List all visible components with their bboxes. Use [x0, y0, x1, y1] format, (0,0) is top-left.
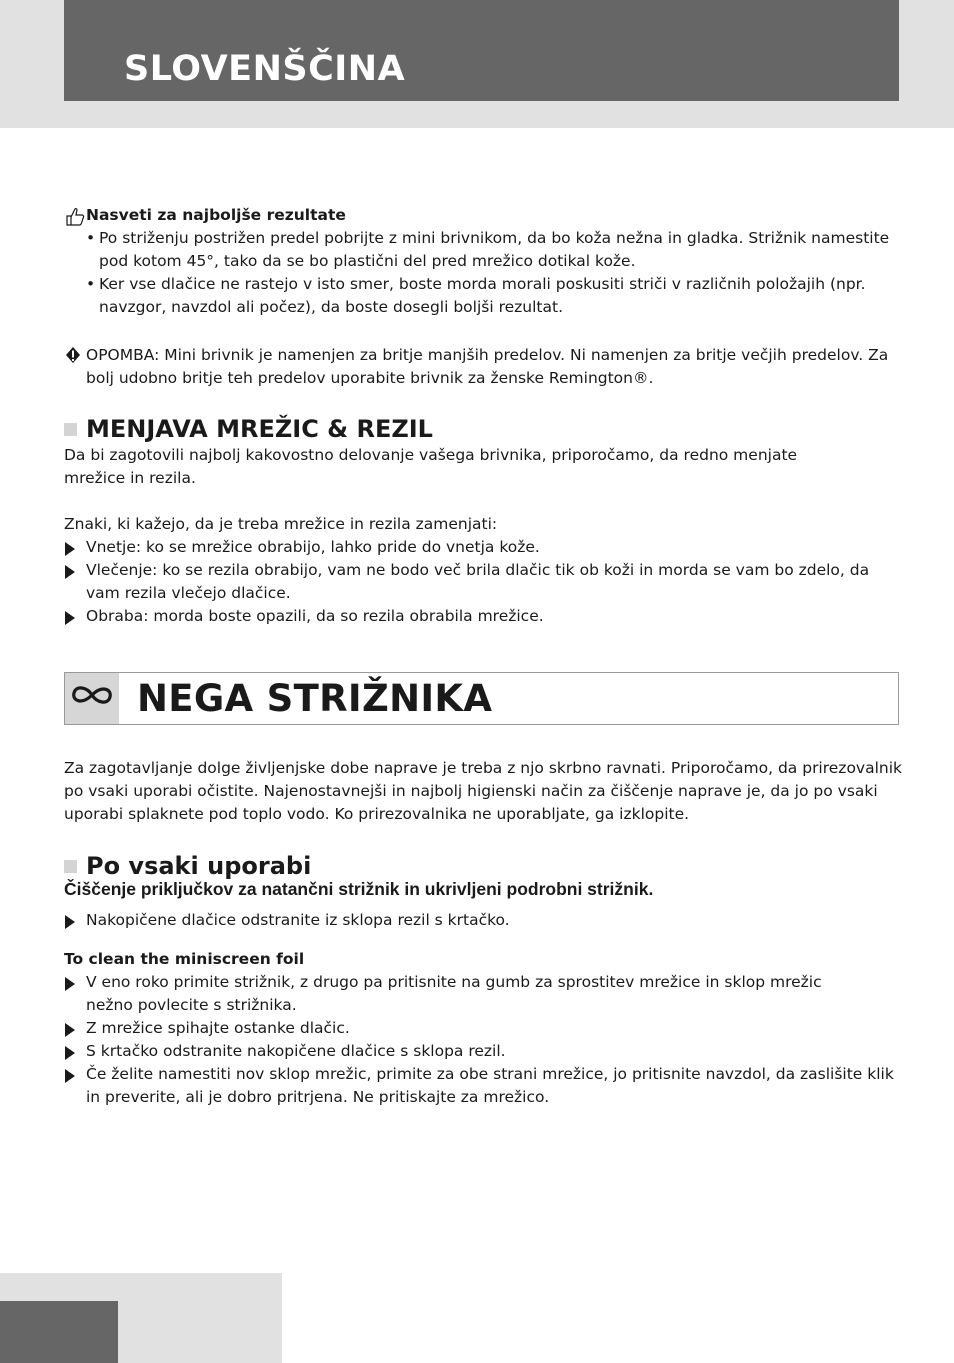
signs-label: Znaki, ki kažejo, da je treba mrežice in rezila zamenjati: [64, 515, 498, 533]
cleaning-list [64, 909, 904, 932]
list-item: Vnetje: ko se mrežice obrabijo, lahko pride do vnetja kože. [64, 536, 904, 559]
warning-diamond-icon [64, 344, 86, 390]
infinity-icon [69, 682, 115, 715]
list-item: Obraba: morda boste opazili, da so rezila obrabila mrežice. [64, 605, 904, 628]
list-item: S krtačko odstranite nakopičene dlačice s sklopa rezil. [64, 1040, 904, 1063]
section-heading-foils [64, 414, 433, 444]
tips-heading [64, 204, 904, 227]
list-item: • Po striženju postrižen predel pobrijte z mini brivnikom, da bo koža nežna in gladka. Strižnik namestite pod kotom 45°, tako da se bo plastični del pred mrežico dotikal kože. [86, 227, 904, 273]
footer-block [0, 1301, 118, 1363]
section-heading-text: MENJAVA MREŽIC & REZIL [86, 415, 433, 443]
section-intro: Da bi zagotovili najbolj kakovostno delovanje vašega brivnika, priporočamo, da redno menjate mrežice in rezila. [64, 446, 798, 487]
section-foils-body [64, 444, 904, 628]
page-title: SLOVENŠČINA [124, 49, 406, 89]
section-subheading: Čiščenje priključkov za natančni strižnik in ukrivljeni podrobni strižnik. [64, 879, 654, 899]
care-title: NEGA STRIŽNIKA [137, 677, 493, 720]
tips-section [64, 204, 904, 319]
thumbs-up-icon [64, 205, 86, 227]
foil-cleaning-list [64, 971, 904, 1109]
care-intro: Za zagotavljanje dolge življenjske dobe naprave je treba z njo skrbno ravnati. Priporočamo, da prirezovalnik po vsaki uporabi očistite. Najenostavnejši in najbolj higienski način za čiščenje naprave je, da jo po vsaki uporabi splaknete pod toplo vodo. Ko prirezovalnika ne uporabljate, ga izklopite. [64, 759, 903, 823]
note-section [64, 344, 904, 390]
list-item: Vlečenje: ko se rezila obrabijo, vam ne bodo več brila dlačic tik ob koži in morda se vam bo zdelo, da vam rezila vlečejo dlačice. [64, 559, 904, 605]
signs-list [64, 536, 904, 628]
square-bullet-icon [64, 860, 77, 873]
note-text: OPOMBA: Mini brivnik je namenjen za britje manjših predelov. Ni namenjen za britje večjih predelov. Za bolj udobno britje teh predelov uporabite brivnik za ženske Remington®. [86, 346, 889, 387]
foil-subheading: To clean the miniscreen foil [64, 950, 305, 968]
square-bullet-icon [64, 423, 77, 436]
list-item: Z mrežice spihajte ostanke dlačic. [64, 1017, 904, 1040]
tips-list [64, 227, 904, 319]
section-heading-text: Po vsaki uporabi [86, 852, 312, 880]
care-icon-box [65, 673, 119, 724]
list-item: Če želite namestiti nov sklop mrežic, primite za obe strani mrežice, jo pritisnite navzdol, da zaslišite klik in preverite, ali je dobro pritrjena. Ne pritiskajte za mrežico. [64, 1063, 904, 1109]
care-title-box [64, 672, 899, 725]
header-bar [64, 0, 899, 101]
list-item: Nakopičene dlačice odstranite iz sklopa rezil s krtačko. [64, 909, 904, 932]
list-item: • Ker vse dlačice ne rastejo v isto smer, boste morda morali poskusiti striči v različnih položajih (npr. navzgor, navzdol ali počez), da boste dosegli boljši rezultat. [86, 273, 904, 319]
tips-title: Nasveti za najboljše rezultate [86, 206, 346, 224]
list-item: V eno roko primite strižnik, z drugo pa pritisnite na gumb za sprostitev mrežice in sklop mrežic nežno povlecite s strižnika. [64, 971, 904, 1017]
section-heading-after-use [64, 851, 311, 881]
